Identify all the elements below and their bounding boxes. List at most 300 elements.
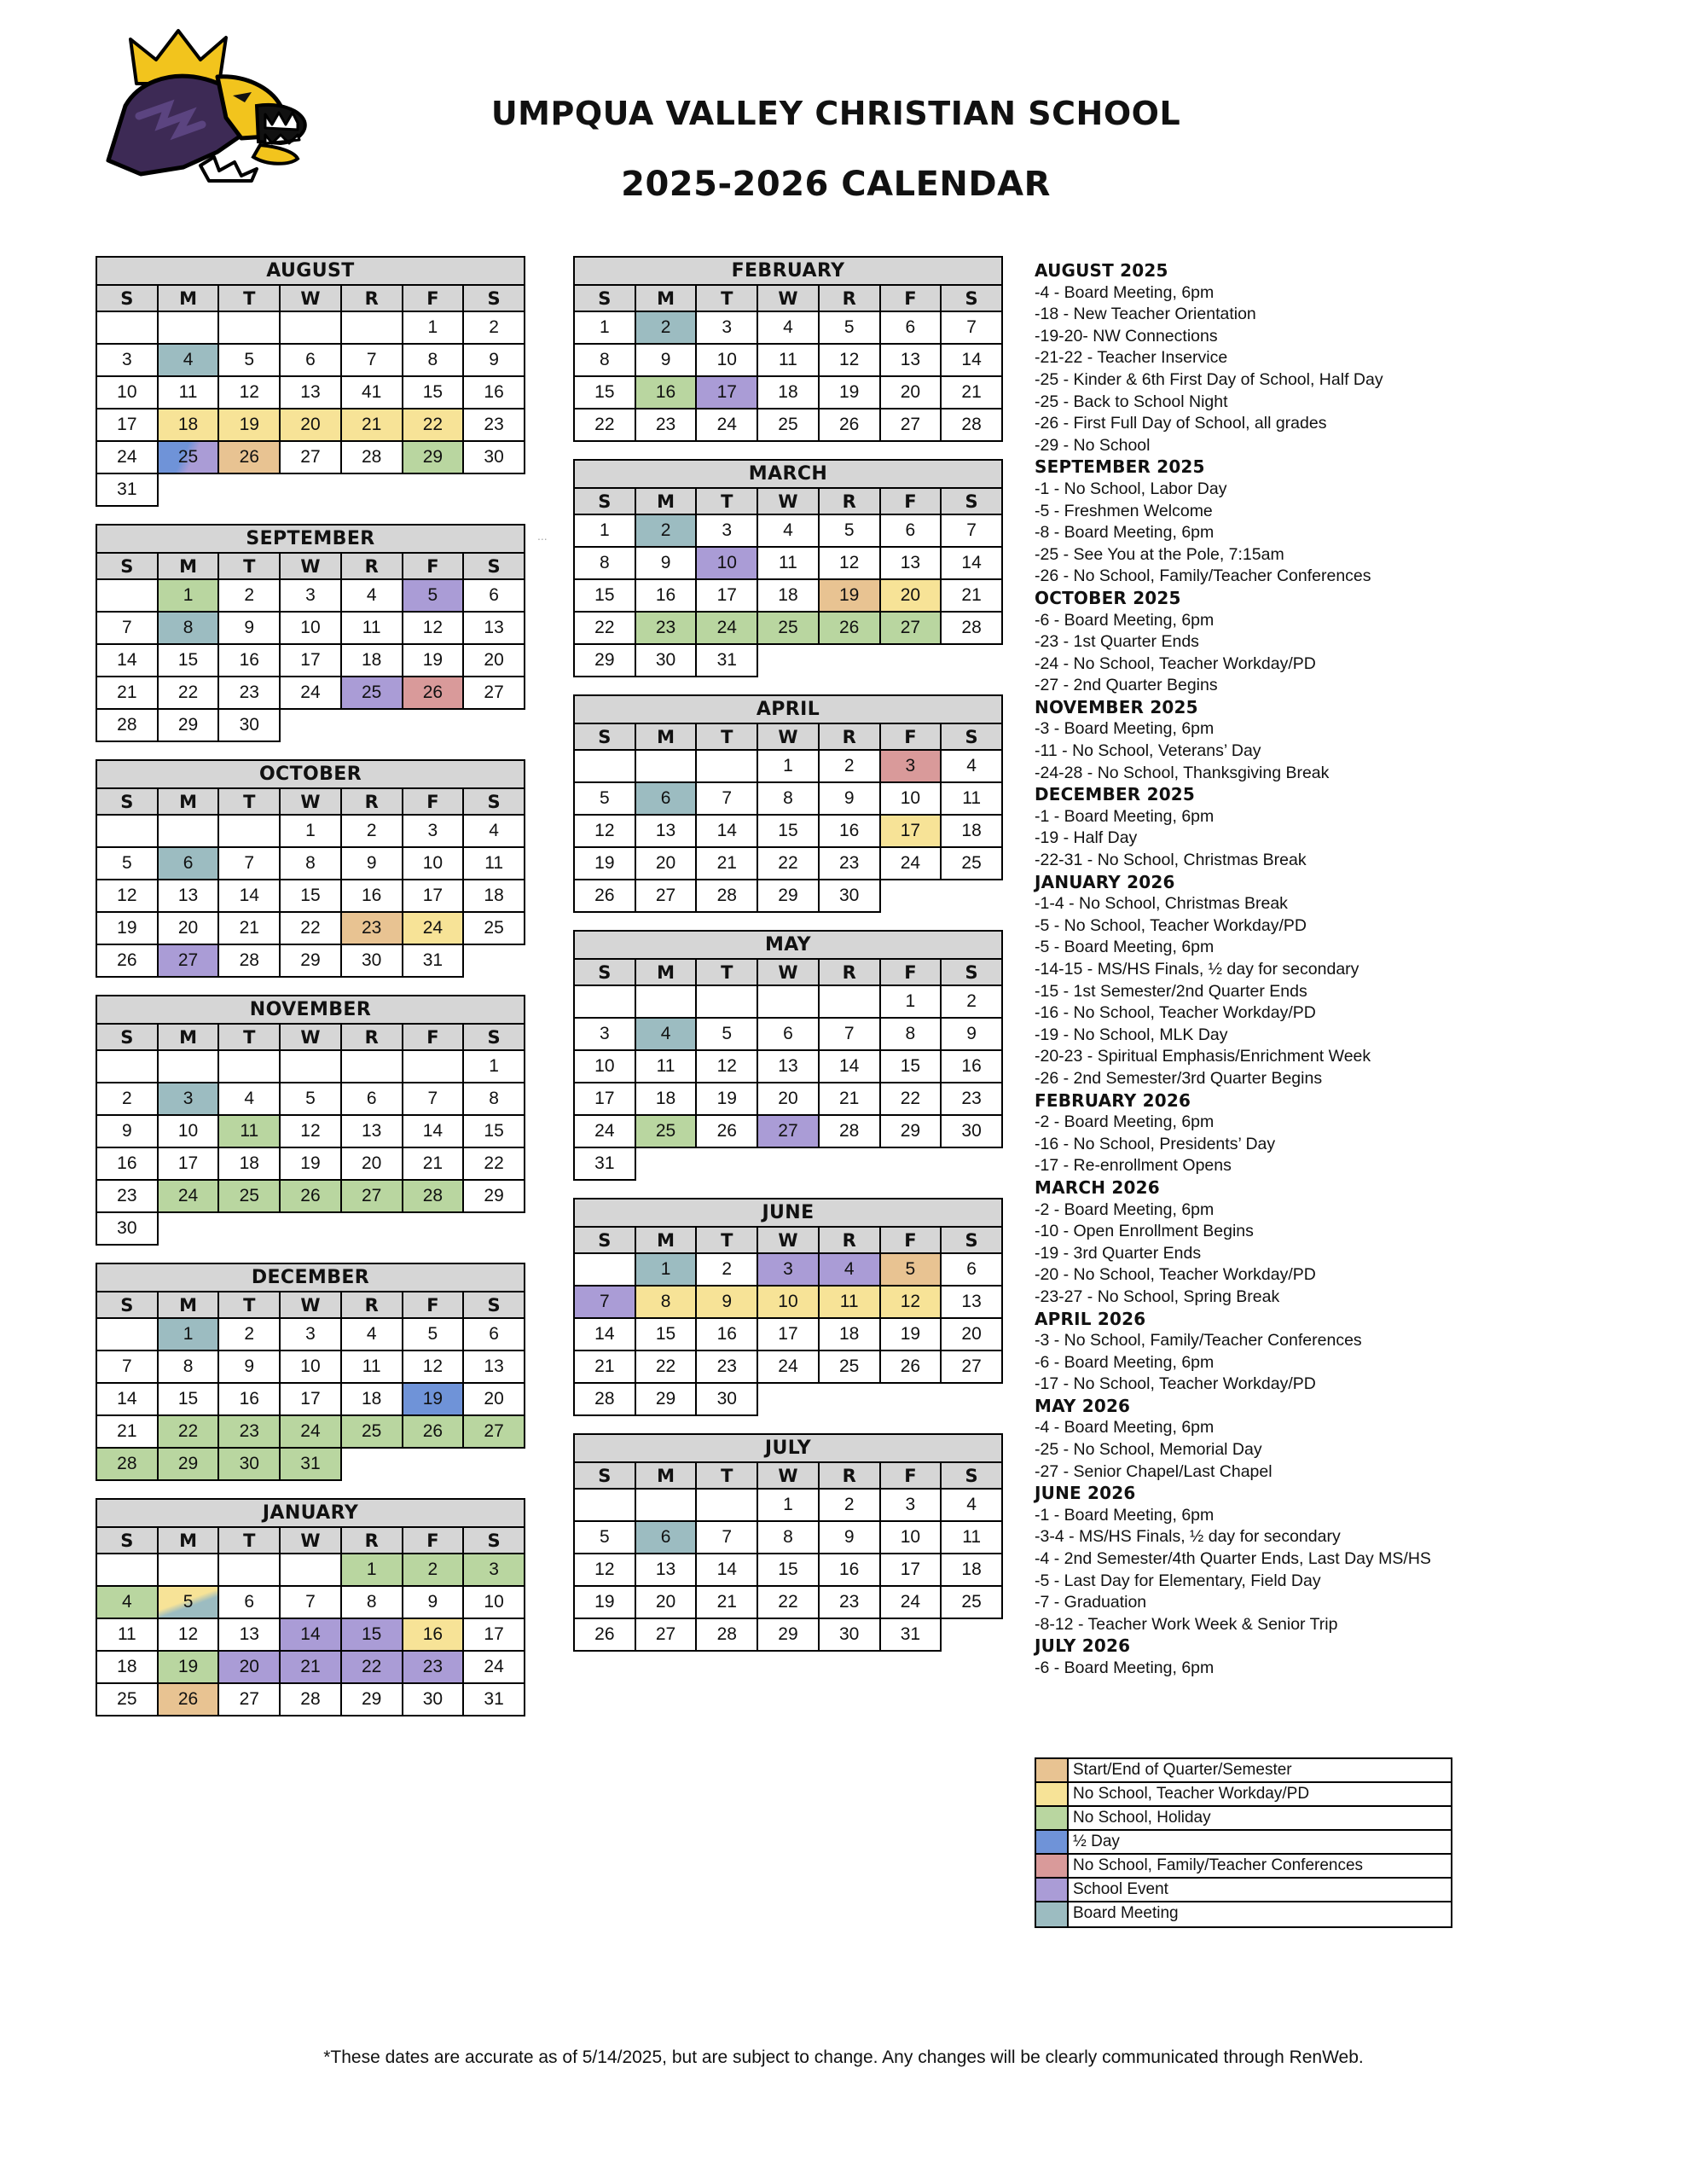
day-cell[interactable]: 13 bbox=[880, 344, 942, 376]
day-cell[interactable]: 4 bbox=[941, 1489, 1002, 1521]
day-cell[interactable]: 18 bbox=[341, 644, 403, 677]
day-cell[interactable]: 5 bbox=[880, 1253, 942, 1286]
day-cell[interactable]: 22 bbox=[463, 1147, 525, 1180]
day-cell[interactable]: 8 bbox=[757, 1521, 819, 1554]
day-cell[interactable]: 20 bbox=[880, 376, 942, 409]
day-cell[interactable]: 31 bbox=[696, 644, 757, 677]
day-cell[interactable]: 14 bbox=[96, 1383, 158, 1415]
day-cell[interactable]: 18 bbox=[158, 409, 219, 441]
day-cell[interactable]: 8 bbox=[158, 1350, 219, 1383]
day-cell[interactable]: 25 bbox=[941, 847, 1002, 880]
day-cell[interactable]: 18 bbox=[635, 1083, 697, 1115]
day-cell[interactable]: 10 bbox=[880, 782, 942, 815]
day-cell[interactable]: 11 bbox=[757, 547, 819, 579]
day-cell[interactable]: 27 bbox=[941, 1350, 1002, 1383]
day-cell[interactable]: 20 bbox=[635, 1586, 697, 1618]
day-cell[interactable]: 15 bbox=[280, 880, 341, 912]
day-cell[interactable]: 23 bbox=[819, 1586, 880, 1618]
day-cell[interactable]: 7 bbox=[218, 847, 280, 880]
day-cell[interactable]: 21 bbox=[696, 847, 757, 880]
day-cell[interactable]: 16 bbox=[218, 644, 280, 677]
day-cell[interactable]: 23 bbox=[635, 612, 697, 644]
day-cell[interactable]: 20 bbox=[880, 579, 942, 612]
day-cell[interactable]: 17 bbox=[880, 815, 942, 847]
day-cell[interactable]: 14 bbox=[96, 644, 158, 677]
day-cell[interactable]: 21 bbox=[574, 1350, 635, 1383]
day-cell[interactable]: 10 bbox=[280, 612, 341, 644]
day-cell[interactable]: 21 bbox=[96, 1415, 158, 1448]
day-cell[interactable]: 4 bbox=[218, 1083, 280, 1115]
day-cell[interactable]: 1 bbox=[757, 1489, 819, 1521]
day-cell[interactable]: 26 bbox=[158, 1683, 219, 1716]
day-cell[interactable]: 13 bbox=[635, 1554, 697, 1586]
day-cell[interactable]: 8 bbox=[403, 344, 464, 376]
day-cell[interactable]: 14 bbox=[941, 344, 1002, 376]
day-cell[interactable]: 13 bbox=[757, 1050, 819, 1083]
day-cell[interactable]: 18 bbox=[463, 880, 525, 912]
day-cell[interactable]: 6 bbox=[463, 579, 525, 612]
day-cell[interactable]: 24 bbox=[880, 847, 942, 880]
day-cell[interactable]: 13 bbox=[280, 376, 341, 409]
day-cell[interactable]: 23 bbox=[218, 1415, 280, 1448]
day-cell[interactable]: 6 bbox=[941, 1253, 1002, 1286]
day-cell[interactable]: 18 bbox=[96, 1651, 158, 1683]
day-cell[interactable]: 2 bbox=[463, 311, 525, 344]
day-cell[interactable]: 7 bbox=[819, 1018, 880, 1050]
day-cell[interactable]: 31 bbox=[280, 1448, 341, 1480]
day-cell[interactable]: 11 bbox=[463, 847, 525, 880]
day-cell[interactable]: 9 bbox=[819, 782, 880, 815]
day-cell[interactable]: 5 bbox=[96, 847, 158, 880]
day-cell[interactable]: 14 bbox=[696, 815, 757, 847]
day-cell[interactable]: 27 bbox=[880, 612, 942, 644]
day-cell[interactable]: 7 bbox=[696, 782, 757, 815]
day-cell[interactable]: 27 bbox=[280, 441, 341, 473]
day-cell[interactable]: 28 bbox=[696, 1618, 757, 1651]
day-cell[interactable]: 9 bbox=[696, 1286, 757, 1318]
day-cell[interactable]: 8 bbox=[341, 1586, 403, 1618]
day-cell[interactable]: 2 bbox=[403, 1554, 464, 1586]
day-cell[interactable]: 4 bbox=[819, 1253, 880, 1286]
day-cell[interactable]: 7 bbox=[403, 1083, 464, 1115]
day-cell[interactable]: 26 bbox=[819, 409, 880, 441]
day-cell[interactable]: 5 bbox=[819, 514, 880, 547]
day-cell[interactable]: 5 bbox=[280, 1083, 341, 1115]
day-cell[interactable]: 10 bbox=[880, 1521, 942, 1554]
day-cell[interactable]: 14 bbox=[819, 1050, 880, 1083]
day-cell[interactable]: 8 bbox=[574, 547, 635, 579]
day-cell[interactable]: 24 bbox=[158, 1180, 219, 1212]
day-cell[interactable]: 13 bbox=[341, 1115, 403, 1147]
day-cell[interactable]: 28 bbox=[819, 1115, 880, 1147]
day-cell[interactable]: 12 bbox=[218, 376, 280, 409]
day-cell[interactable]: 25 bbox=[757, 612, 819, 644]
day-cell[interactable]: 15 bbox=[880, 1050, 942, 1083]
day-cell[interactable]: 17 bbox=[880, 1554, 942, 1586]
day-cell[interactable]: 17 bbox=[280, 1383, 341, 1415]
day-cell[interactable]: 16 bbox=[218, 1383, 280, 1415]
day-cell[interactable]: 27 bbox=[158, 944, 219, 977]
day-cell[interactable]: 26 bbox=[280, 1180, 341, 1212]
day-cell[interactable]: 8 bbox=[158, 612, 219, 644]
day-cell[interactable]: 17 bbox=[403, 880, 464, 912]
day-cell[interactable]: 22 bbox=[574, 612, 635, 644]
day-cell[interactable]: 8 bbox=[880, 1018, 942, 1050]
day-cell[interactable]: 29 bbox=[280, 944, 341, 977]
day-cell[interactable]: 25 bbox=[757, 409, 819, 441]
day-cell[interactable]: 5 bbox=[158, 1586, 219, 1618]
day-cell[interactable]: 30 bbox=[403, 1683, 464, 1716]
day-cell[interactable]: 19 bbox=[819, 579, 880, 612]
day-cell[interactable]: 3 bbox=[757, 1253, 819, 1286]
day-cell[interactable]: 30 bbox=[218, 1448, 280, 1480]
day-cell[interactable]: 30 bbox=[341, 944, 403, 977]
day-cell[interactable]: 16 bbox=[341, 880, 403, 912]
day-cell[interactable]: 21 bbox=[696, 1586, 757, 1618]
day-cell[interactable]: 23 bbox=[819, 847, 880, 880]
day-cell[interactable]: 3 bbox=[158, 1083, 219, 1115]
day-cell[interactable]: 19 bbox=[96, 912, 158, 944]
day-cell[interactable]: 30 bbox=[218, 709, 280, 741]
day-cell[interactable]: 20 bbox=[463, 644, 525, 677]
day-cell[interactable]: 12 bbox=[158, 1618, 219, 1651]
day-cell[interactable]: 24 bbox=[463, 1651, 525, 1683]
day-cell[interactable]: 4 bbox=[96, 1586, 158, 1618]
day-cell[interactable]: 16 bbox=[96, 1147, 158, 1180]
day-cell[interactable]: 3 bbox=[463, 1554, 525, 1586]
day-cell[interactable]: 19 bbox=[819, 376, 880, 409]
day-cell[interactable]: 7 bbox=[696, 1521, 757, 1554]
day-cell[interactable]: 20 bbox=[280, 409, 341, 441]
day-cell[interactable]: 26 bbox=[574, 1618, 635, 1651]
day-cell[interactable]: 14 bbox=[280, 1618, 341, 1651]
day-cell[interactable]: 1 bbox=[635, 1253, 697, 1286]
day-cell[interactable]: 29 bbox=[463, 1180, 525, 1212]
day-cell[interactable]: 26 bbox=[96, 944, 158, 977]
day-cell[interactable]: 12 bbox=[574, 1554, 635, 1586]
day-cell[interactable]: 28 bbox=[941, 409, 1002, 441]
day-cell[interactable]: 19 bbox=[880, 1318, 942, 1350]
day-cell[interactable]: 18 bbox=[941, 1554, 1002, 1586]
day-cell[interactable]: 21 bbox=[341, 409, 403, 441]
day-cell[interactable]: 24 bbox=[696, 612, 757, 644]
day-cell[interactable]: 20 bbox=[218, 1651, 280, 1683]
day-cell[interactable]: 25 bbox=[635, 1115, 697, 1147]
day-cell[interactable]: 19 bbox=[280, 1147, 341, 1180]
day-cell[interactable]: 21 bbox=[819, 1083, 880, 1115]
day-cell[interactable]: 16 bbox=[819, 815, 880, 847]
day-cell[interactable]: 9 bbox=[403, 1586, 464, 1618]
day-cell[interactable]: 2 bbox=[218, 1318, 280, 1350]
day-cell[interactable]: 7 bbox=[341, 344, 403, 376]
day-cell[interactable]: 9 bbox=[218, 612, 280, 644]
day-cell[interactable]: 16 bbox=[635, 376, 697, 409]
day-cell[interactable]: 24 bbox=[757, 1350, 819, 1383]
day-cell[interactable]: 12 bbox=[403, 1350, 464, 1383]
day-cell[interactable]: 18 bbox=[218, 1147, 280, 1180]
day-cell[interactable]: 28 bbox=[341, 441, 403, 473]
day-cell[interactable]: 7 bbox=[280, 1586, 341, 1618]
day-cell[interactable]: 10 bbox=[463, 1586, 525, 1618]
day-cell[interactable]: 4 bbox=[757, 311, 819, 344]
day-cell[interactable]: 7 bbox=[941, 514, 1002, 547]
day-cell[interactable]: 29 bbox=[757, 880, 819, 912]
day-cell[interactable]: 31 bbox=[96, 473, 158, 506]
day-cell[interactable]: 21 bbox=[941, 579, 1002, 612]
day-cell[interactable]: 30 bbox=[635, 644, 697, 677]
day-cell[interactable]: 22 bbox=[403, 409, 464, 441]
day-cell[interactable]: 1 bbox=[574, 514, 635, 547]
day-cell[interactable]: 28 bbox=[574, 1383, 635, 1415]
day-cell[interactable]: 13 bbox=[463, 1350, 525, 1383]
day-cell[interactable]: 29 bbox=[635, 1383, 697, 1415]
day-cell[interactable]: 29 bbox=[880, 1115, 942, 1147]
day-cell[interactable]: 12 bbox=[819, 344, 880, 376]
day-cell[interactable]: 19 bbox=[574, 1586, 635, 1618]
day-cell[interactable]: 20 bbox=[757, 1083, 819, 1115]
day-cell[interactable]: 3 bbox=[880, 1489, 942, 1521]
day-cell[interactable]: 30 bbox=[463, 441, 525, 473]
day-cell[interactable]: 14 bbox=[696, 1554, 757, 1586]
day-cell[interactable]: 2 bbox=[819, 1489, 880, 1521]
day-cell[interactable]: 20 bbox=[941, 1318, 1002, 1350]
day-cell[interactable]: 9 bbox=[96, 1115, 158, 1147]
day-cell[interactable]: 30 bbox=[696, 1383, 757, 1415]
day-cell[interactable]: 4 bbox=[158, 344, 219, 376]
day-cell[interactable]: 29 bbox=[574, 644, 635, 677]
day-cell[interactable]: 23 bbox=[403, 1651, 464, 1683]
day-cell[interactable]: 2 bbox=[941, 985, 1002, 1018]
day-cell[interactable]: 16 bbox=[819, 1554, 880, 1586]
day-cell[interactable]: 2 bbox=[341, 815, 403, 847]
day-cell[interactable]: 22 bbox=[757, 1586, 819, 1618]
day-cell[interactable]: 26 bbox=[819, 612, 880, 644]
day-cell[interactable]: 25 bbox=[158, 441, 219, 473]
day-cell[interactable]: 17 bbox=[757, 1318, 819, 1350]
day-cell[interactable]: 28 bbox=[696, 880, 757, 912]
day-cell[interactable]: 16 bbox=[941, 1050, 1002, 1083]
day-cell[interactable]: 21 bbox=[218, 912, 280, 944]
day-cell[interactable]: 16 bbox=[403, 1618, 464, 1651]
day-cell[interactable]: 18 bbox=[941, 815, 1002, 847]
day-cell[interactable]: 19 bbox=[574, 847, 635, 880]
day-cell[interactable]: 27 bbox=[635, 880, 697, 912]
day-cell[interactable]: 24 bbox=[403, 912, 464, 944]
day-cell[interactable]: 3 bbox=[880, 750, 942, 782]
day-cell[interactable]: 17 bbox=[696, 376, 757, 409]
day-cell[interactable]: 1 bbox=[158, 579, 219, 612]
day-cell[interactable]: 14 bbox=[218, 880, 280, 912]
day-cell[interactable]: 1 bbox=[280, 815, 341, 847]
day-cell[interactable]: 15 bbox=[341, 1618, 403, 1651]
day-cell[interactable]: 9 bbox=[635, 344, 697, 376]
day-cell[interactable]: 11 bbox=[96, 1618, 158, 1651]
day-cell[interactable]: 22 bbox=[574, 409, 635, 441]
day-cell[interactable]: 1 bbox=[757, 750, 819, 782]
day-cell[interactable]: 4 bbox=[635, 1018, 697, 1050]
day-cell[interactable]: 3 bbox=[696, 311, 757, 344]
day-cell[interactable]: 23 bbox=[941, 1083, 1002, 1115]
day-cell[interactable]: 15 bbox=[757, 1554, 819, 1586]
day-cell[interactable]: 6 bbox=[341, 1083, 403, 1115]
day-cell[interactable]: 14 bbox=[941, 547, 1002, 579]
day-cell[interactable]: 2 bbox=[696, 1253, 757, 1286]
day-cell[interactable]: 15 bbox=[635, 1318, 697, 1350]
day-cell[interactable]: 5 bbox=[574, 1521, 635, 1554]
day-cell[interactable]: 1 bbox=[158, 1318, 219, 1350]
day-cell[interactable]: 12 bbox=[880, 1286, 942, 1318]
day-cell[interactable]: 23 bbox=[463, 409, 525, 441]
day-cell[interactable]: 24 bbox=[280, 677, 341, 709]
day-cell[interactable]: 17 bbox=[463, 1618, 525, 1651]
day-cell[interactable]: 22 bbox=[341, 1651, 403, 1683]
day-cell[interactable]: 1 bbox=[341, 1554, 403, 1586]
day-cell[interactable]: 10 bbox=[696, 547, 757, 579]
day-cell[interactable]: 14 bbox=[403, 1115, 464, 1147]
day-cell[interactable]: 2 bbox=[218, 579, 280, 612]
day-cell[interactable]: 15 bbox=[463, 1115, 525, 1147]
day-cell[interactable]: 27 bbox=[757, 1115, 819, 1147]
day-cell[interactable]: 27 bbox=[341, 1180, 403, 1212]
day-cell[interactable]: 10 bbox=[96, 376, 158, 409]
day-cell[interactable]: 8 bbox=[635, 1286, 697, 1318]
day-cell[interactable]: 9 bbox=[218, 1350, 280, 1383]
day-cell[interactable]: 17 bbox=[280, 644, 341, 677]
day-cell[interactable]: 28 bbox=[96, 709, 158, 741]
day-cell[interactable]: 11 bbox=[341, 1350, 403, 1383]
day-cell[interactable]: 7 bbox=[941, 311, 1002, 344]
day-cell[interactable]: 28 bbox=[403, 1180, 464, 1212]
day-cell[interactable]: 27 bbox=[218, 1683, 280, 1716]
day-cell[interactable]: 8 bbox=[463, 1083, 525, 1115]
day-cell[interactable]: 2 bbox=[96, 1083, 158, 1115]
day-cell[interactable]: 19 bbox=[403, 644, 464, 677]
day-cell[interactable]: 7 bbox=[574, 1286, 635, 1318]
day-cell[interactable]: 9 bbox=[341, 847, 403, 880]
day-cell[interactable]: 22 bbox=[635, 1350, 697, 1383]
day-cell[interactable]: 28 bbox=[941, 612, 1002, 644]
day-cell[interactable]: 5 bbox=[819, 311, 880, 344]
day-cell[interactable]: 31 bbox=[403, 944, 464, 977]
day-cell[interactable]: 21 bbox=[280, 1651, 341, 1683]
day-cell[interactable]: 7 bbox=[96, 612, 158, 644]
day-cell[interactable]: 5 bbox=[574, 782, 635, 815]
day-cell[interactable]: 21 bbox=[96, 677, 158, 709]
day-cell[interactable]: 4 bbox=[941, 750, 1002, 782]
day-cell[interactable]: 15 bbox=[574, 376, 635, 409]
day-cell[interactable]: 6 bbox=[880, 311, 942, 344]
day-cell[interactable]: 28 bbox=[96, 1448, 158, 1480]
day-cell[interactable]: 12 bbox=[96, 880, 158, 912]
day-cell[interactable]: 26 bbox=[574, 880, 635, 912]
day-cell[interactable]: 30 bbox=[941, 1115, 1002, 1147]
day-cell[interactable]: 25 bbox=[341, 677, 403, 709]
day-cell[interactable]: 30 bbox=[96, 1212, 158, 1245]
day-cell[interactable]: 29 bbox=[403, 441, 464, 473]
day-cell[interactable]: 29 bbox=[341, 1683, 403, 1716]
day-cell[interactable]: 11 bbox=[158, 376, 219, 409]
day-cell[interactable]: 16 bbox=[463, 376, 525, 409]
day-cell[interactable]: 23 bbox=[218, 677, 280, 709]
day-cell[interactable]: 10 bbox=[158, 1115, 219, 1147]
day-cell[interactable]: 26 bbox=[696, 1115, 757, 1147]
day-cell[interactable]: 3 bbox=[280, 579, 341, 612]
day-cell[interactable]: 29 bbox=[158, 1448, 219, 1480]
day-cell[interactable]: 26 bbox=[218, 441, 280, 473]
day-cell[interactable]: 28 bbox=[280, 1683, 341, 1716]
day-cell[interactable]: 15 bbox=[574, 579, 635, 612]
day-cell[interactable]: 10 bbox=[574, 1050, 635, 1083]
day-cell[interactable]: 6 bbox=[218, 1586, 280, 1618]
day-cell[interactable]: 22 bbox=[158, 677, 219, 709]
day-cell[interactable]: 19 bbox=[696, 1083, 757, 1115]
day-cell[interactable]: 11 bbox=[341, 612, 403, 644]
day-cell[interactable]: 23 bbox=[341, 912, 403, 944]
day-cell[interactable]: 20 bbox=[463, 1383, 525, 1415]
day-cell[interactable]: 2 bbox=[635, 514, 697, 547]
day-cell[interactable]: 21 bbox=[941, 376, 1002, 409]
day-cell[interactable]: 17 bbox=[574, 1083, 635, 1115]
day-cell[interactable]: 11 bbox=[757, 344, 819, 376]
day-cell[interactable]: 19 bbox=[218, 409, 280, 441]
day-cell[interactable]: 22 bbox=[880, 1083, 942, 1115]
day-cell[interactable]: 15 bbox=[757, 815, 819, 847]
day-cell[interactable]: 3 bbox=[574, 1018, 635, 1050]
day-cell[interactable]: 24 bbox=[696, 409, 757, 441]
day-cell[interactable]: 18 bbox=[341, 1383, 403, 1415]
day-cell[interactable]: 26 bbox=[403, 677, 464, 709]
day-cell[interactable]: 16 bbox=[696, 1318, 757, 1350]
day-cell[interactable]: 31 bbox=[574, 1147, 635, 1180]
day-cell[interactable]: 30 bbox=[819, 1618, 880, 1651]
day-cell[interactable]: 12 bbox=[280, 1115, 341, 1147]
day-cell[interactable]: 1 bbox=[880, 985, 942, 1018]
day-cell[interactable]: 13 bbox=[463, 612, 525, 644]
day-cell[interactable]: 29 bbox=[757, 1618, 819, 1651]
day-cell[interactable]: 12 bbox=[403, 612, 464, 644]
day-cell[interactable]: 23 bbox=[635, 409, 697, 441]
day-cell[interactable]: 11 bbox=[819, 1286, 880, 1318]
day-cell[interactable]: 1 bbox=[463, 1050, 525, 1083]
day-cell[interactable]: 21 bbox=[403, 1147, 464, 1180]
day-cell[interactable]: 10 bbox=[403, 847, 464, 880]
day-cell[interactable]: 9 bbox=[819, 1521, 880, 1554]
day-cell[interactable]: 19 bbox=[158, 1651, 219, 1683]
day-cell[interactable]: 13 bbox=[880, 547, 942, 579]
day-cell[interactable]: 31 bbox=[463, 1683, 525, 1716]
day-cell[interactable]: 5 bbox=[696, 1018, 757, 1050]
day-cell[interactable]: 13 bbox=[941, 1286, 1002, 1318]
day-cell[interactable]: 12 bbox=[819, 547, 880, 579]
day-cell[interactable]: 13 bbox=[158, 880, 219, 912]
day-cell[interactable]: 25 bbox=[819, 1350, 880, 1383]
day-cell[interactable]: 25 bbox=[96, 1683, 158, 1716]
day-cell[interactable]: 25 bbox=[218, 1180, 280, 1212]
day-cell[interactable]: 25 bbox=[941, 1586, 1002, 1618]
day-cell[interactable]: 18 bbox=[757, 376, 819, 409]
day-cell[interactable]: 16 bbox=[635, 579, 697, 612]
day-cell[interactable]: 23 bbox=[696, 1350, 757, 1383]
day-cell[interactable]: 13 bbox=[635, 815, 697, 847]
day-cell[interactable]: 20 bbox=[635, 847, 697, 880]
day-cell[interactable]: 4 bbox=[463, 815, 525, 847]
day-cell[interactable]: 11 bbox=[941, 1521, 1002, 1554]
day-cell[interactable]: 18 bbox=[819, 1318, 880, 1350]
day-cell[interactable]: 25 bbox=[463, 912, 525, 944]
day-cell[interactable]: 8 bbox=[574, 344, 635, 376]
day-cell[interactable]: 15 bbox=[403, 376, 464, 409]
day-cell[interactable]: 3 bbox=[696, 514, 757, 547]
